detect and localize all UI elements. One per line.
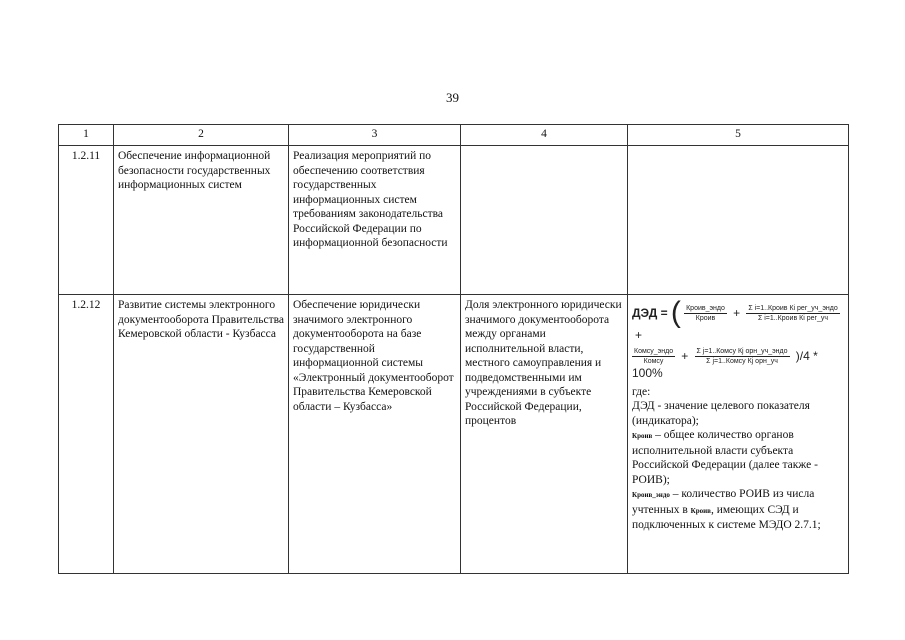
method-def-kroiv-edo: Кроив_эндо – количество РОИВ из числа учтенных в Кроив, имеющих СЭД и подключенных к системе МЭДО 2.7.1; [632,488,821,532]
program-table [58,124,849,574]
header-col-2: 2 [114,125,289,146]
header-col-1: 1 [59,125,114,146]
row-method [628,295,849,574]
table-row [59,146,849,295]
row-method [628,146,849,295]
formula-lhs: ДЭД = [632,305,668,320]
row-indicator [461,146,628,295]
formula-fraction-3: $\frac{\text{Комсу\_эндо}}{\text{Комсу}}$ [634,347,674,365]
formula-fraction-4: $\frac{\text{Σ j=1..Комсу Кj орн\_уч\_эндо}}{\text{Σ j=1..Комсу Кj орн\_уч}}$ [696,347,788,365]
table-row [59,295,849,574]
row-name: Обеспечение информационной безопасности государственных информационных систем [114,146,289,295]
table-header-row [59,125,849,146]
header-col-4: 4 [461,125,628,146]
formula-fraction-2: $\frac{\text{Σ i=1..Кроив Кi рег\_уч\_эндо}}{\text{Σ i=1..Кроив Кi рег\_уч}}$ [748,304,838,322]
row-number: 1.2.12 [59,295,114,574]
row-number: 1.2.11 [59,146,114,295]
ded-formula: ДЭД = ( $\frac{\text{Кроив\_эндо}}{\text{Кроив}}$ + $\frac{\text{Σ i=1..Кроив Кi рег\_уч\_эндо}}{\text{Σ i=1..Кроив Кi рег\_уч}}$ + $\frac{\text{Комсу\_эндо}}{\text{Комсу}}$ + $\frac{\text{Σ j=1..Комсу Кj орн\_уч\_эндо}}{\text{Σ j=1..Комсу Кj орн\_уч}}$ )/4 * 100% [632,296,838,380]
header-col-3: 3 [289,125,461,146]
row-activity: Реализация мероприятий по обеспечению соответствия государственных информационных систем требованиям законодательства Российской Федерации по информационной безопасности [289,146,461,295]
row-indicator: Доля электронного юридически значимого документооборота между органами исполнительной власти, местного самоуправления и подведомственными им учреждениями в субъекте Российской Федерации, процентов [461,295,628,574]
row-name: Развитие системы электронного документооборота Правительства Кемеровской области - Кузбасса [114,295,289,574]
formula-tail: )/4 * 100% [632,349,818,380]
row-activity: Обеспечение юридически значимого электронного документооборота на базе государственной информационной системы «Электронный документооборот Правительства Кемеровской области – Кузбасса» [289,295,461,574]
page-number: 39 [446,90,459,105]
method-def-ded: ДЭД - значение целевого показателя (индикатора); [632,400,810,427]
method-def-kroiv: Кроив – общее количество органов исполнительной власти субъекта Российской Федерации (далее также - РОИВ); [632,429,818,486]
method-where: где: [632,385,651,398]
header-col-5: 5 [628,125,849,146]
formula-fraction-1: $\frac{\text{Кроив\_эндо}}{\text{Кроив}}$ [686,304,725,322]
